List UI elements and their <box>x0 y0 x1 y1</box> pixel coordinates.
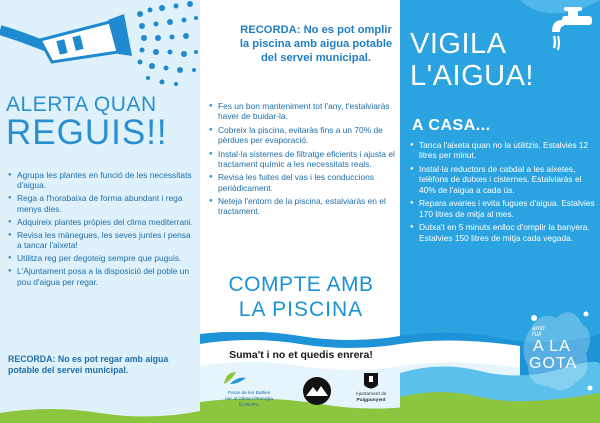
vigila-title-line1: VIGILA <box>410 28 507 60</box>
list-item: ● Instal·la reductors de cabdal a les aixetes, telèfons de dutxes i cisternes. Estalviaràs el 40% de l'aigua a cada ús. <box>410 164 596 195</box>
gota-small-line1: amb <box>532 325 545 332</box>
list-item: ● Adquireix plantes pròpies del clima mediterrani. <box>8 217 194 227</box>
list-item: ● Instal·la sistemes de filtratge eficients i ajusta el tractament químic a les necessitats reals. <box>209 149 395 170</box>
left-grass-wave <box>0 403 200 423</box>
pool-tips-list <box>209 101 395 220</box>
pool-headline-line1: COMPTE AMB <box>228 273 374 296</box>
alert-title-line1: ALERTA QUAN <box>6 93 157 116</box>
left-panel <box>0 0 200 423</box>
gota-big-line1: A LA <box>533 338 571 355</box>
hose-nozzle-icon <box>0 0 200 92</box>
footer-slogan: Suma't i no et quedis enrera! <box>229 349 373 361</box>
gota-small-text <box>532 326 545 338</box>
list-item: ● Repara avaries i evita fugues d'aigua. Estalvies 170 litres de mitja al mes. <box>410 198 596 219</box>
covenant-line1: Pacte de les Batlies <box>227 391 271 396</box>
home-subtitle: A CASA... <box>412 117 491 134</box>
watering-tips-list <box>8 170 194 290</box>
alert-title-line2: REGUIS!! <box>6 113 168 152</box>
home-tips-list <box>410 140 596 246</box>
pool-reminder-heading: RECORDA: No es pot omplir la piscina amb aigua potable del servei municipal. <box>239 24 393 64</box>
list-item: ● Utilitza reg per degoteig sempre que puguis. <box>8 253 194 263</box>
list-item: ● L'Ajuntament posa a la disposició del poble un pou d'aigua per regar. <box>8 266 194 287</box>
town-hall-logo <box>344 372 398 404</box>
gota-big-line2: GOTA <box>529 355 578 372</box>
list-item: ● Fes un bon manteniment tot l'any, t'estalviaràs haver de buidar-la. <box>209 101 395 122</box>
pool-headline-line2: LA PISCINA <box>238 298 364 321</box>
list-item: ● Dutxa't en 5 minuts enlloc d'omplir la banyera. Estalvies 150 litres de mitja cada vegada. <box>410 222 596 243</box>
list-item: ● Revisa les fuites del vas i les conduccions periòdicament. <box>209 172 395 193</box>
town-hall-line2: Puigpunyent <box>356 398 386 403</box>
round-emblem-logo <box>302 376 332 406</box>
list-item: ● Tanca l'aixeta quan no la utilitzis. Estalvies 12 litres per minut. <box>410 140 596 161</box>
list-item: ● Agrupa les plantes en funció de les necessitats d'aigua. <box>8 170 194 191</box>
covenant-line2: per al Clima i l'Energia <box>225 397 273 402</box>
vigila-title-line2: L'AIGUA! <box>410 60 534 92</box>
covenant-leaf-icon <box>220 370 278 386</box>
gota-small-line2: l'ull <box>532 331 542 338</box>
watering-reminder: RECORDA: No es pot regar amb aigua potable del servei municipal. <box>8 354 169 375</box>
list-item: ● Neteja l'entorn de la piscina, estalviaràs en el tractament. <box>209 196 395 217</box>
covenant-line3: EUROPA <box>239 403 259 408</box>
town-hall-line1: Ajuntament de <box>355 392 387 397</box>
faucet-icon <box>548 6 600 52</box>
town-shield-icon <box>344 372 398 392</box>
list-item: ● Rega a l'horabaixa de forma abundant i rega menys dies. <box>8 193 194 214</box>
list-item: ● Cobreix la piscina, evitaràs fins a un 70% de pèrdues per evaporació. <box>209 125 395 146</box>
covenant-of-mayors-logo <box>220 370 278 409</box>
list-item: ● Revisa les mànegues, les seves juntes i pensa a tancar l'aixeta! <box>8 230 194 251</box>
